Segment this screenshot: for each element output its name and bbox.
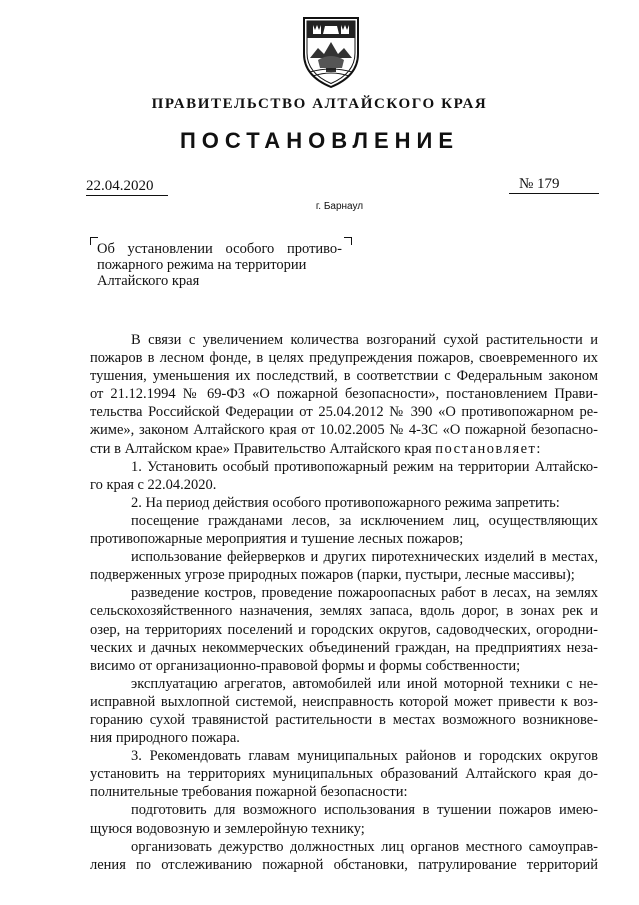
body-line: посещение гражданами лесов, за исключением лиц, осуществляющих xyxy=(131,512,598,529)
body-line: исправной выхлопной системой, неисправность которой может привести к воз- xyxy=(90,693,598,710)
body-line: тушения, уменьшения их последствий, в соответствии с Федеральным законом xyxy=(90,368,598,385)
body-line: от 21.12.1994 № 69-ФЗ «О пожарной безопасности», постановлением Прави- xyxy=(90,386,598,403)
body-line: подверженных угрозе природных пожаров (парки, пустыри, лесные массивы); xyxy=(90,567,575,584)
body-line xyxy=(90,440,598,458)
body-line: ления по отслеживанию пожарной обстановки, патрулирование территорий xyxy=(90,856,598,873)
body-line: го края с 22.04.2020. xyxy=(90,476,217,493)
body-line: организовать дежурство должностных лиц органов местного самоуправ- xyxy=(131,838,598,855)
body-line: 2. На период действия особого противопожарного режима запретить: xyxy=(131,494,560,511)
body-line: тельства Российской Федерации от 25.04.2012 № 390 «О противопожарном ре- xyxy=(90,404,598,421)
altai-krai-coat-of-arms-icon xyxy=(296,14,366,90)
body-line: щуюся водовозную и землеройную технику; xyxy=(90,820,365,837)
body-line: сельскохозяйственного назначения, землях запаса, вдоль дорог, в зонах рек и xyxy=(90,603,598,620)
body-line: ния природного пожара. xyxy=(90,730,240,747)
body-line: использование фейерверков и других пиротехнических изделий в местах, xyxy=(131,549,598,566)
decree-number: № 179 xyxy=(509,176,599,194)
subject-line: пожарного режима на территории xyxy=(97,257,307,273)
body-line: 3. Рекомендовать главам муниципальных районов и городских округов xyxy=(131,748,598,765)
body-line: озер, на территориях поселений и городских округов, садоводческих, огородни- xyxy=(90,621,598,638)
body-line: 1. Установить особый противопожарный режим на территории Алтайско- xyxy=(131,458,598,475)
body-line: противопожарные мероприятия и тушение лесных пожаров; xyxy=(90,531,464,548)
body-line: пожаров в лесном фонде, в целях предупреждения пожаров, своевременного их xyxy=(90,350,598,367)
body-line: подготовить для возможного использования в тушении пожаров имею- xyxy=(131,802,598,819)
decree-body xyxy=(90,331,598,874)
decree-date: 22.04.2020 xyxy=(86,178,168,196)
subject-corner-mark-right xyxy=(344,237,352,245)
city-name: г. Барнаул xyxy=(315,201,364,212)
body-line: разведение костров, проведение пожароопасных работ в лесах, на землях xyxy=(131,585,598,602)
body-line: установить на территориях муниципальных образований Алтайского края до- xyxy=(90,766,598,783)
body-line: эксплуатацию агрегатов, автомобилей или иной моторной техники с не- xyxy=(131,675,598,692)
body-line: полнительные требования пожарной безопасности: xyxy=(90,784,408,801)
body-line: жиме», законом Алтайского края от 10.02.2005 № 4-ЗС «О пожарной безопасно- xyxy=(90,422,598,439)
subject-line: Алтайского края xyxy=(97,273,200,289)
document-type-title: ПОСТАНОВЛЕНИЕ xyxy=(179,128,460,153)
body-line-text: сти в Алтайском крае» Правительство Алтайского края xyxy=(90,440,432,457)
decree-subject xyxy=(97,241,342,289)
subject-line: Об установлении особого противо- xyxy=(97,241,342,257)
body-line: висимо от организационно-правовой формы и формы собственности; xyxy=(90,657,521,674)
body-line: В связи с увеличением количества возгораний сухой растительности и xyxy=(131,332,598,348)
decree-word: постановляет: xyxy=(435,440,542,457)
body-line: ческих и дачных некоммерческих объединений граждан, на предприятиях неза- xyxy=(90,639,598,656)
government-title: ПРАВИТЕЛЬСТВО АЛТАЙСКОГО КРАЯ xyxy=(151,96,488,112)
body-line: горанию сухой травянистой растительности в местах возможного возникнове- xyxy=(90,711,598,728)
